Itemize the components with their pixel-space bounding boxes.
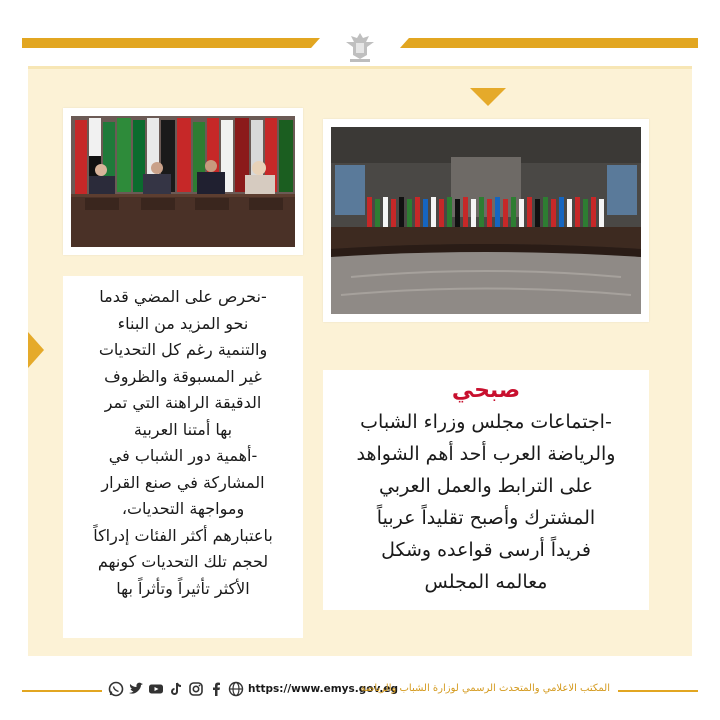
left-text-line: لحجم تلك التحديات كونهم — [97, 552, 269, 571]
right-text-card — [323, 370, 649, 610]
globe-icon[interactable] — [228, 681, 244, 697]
right-text-line: فريداً أرسى قواعده وشكل — [381, 539, 591, 561]
left-text-line: بها أمتنا العربية — [133, 419, 233, 439]
left-text-line: الأكثر تأثيراً وتأثراً بها — [116, 578, 250, 598]
tiktok-icon[interactable] — [168, 681, 184, 697]
down-arrow-icon — [470, 88, 506, 106]
footer-line-right — [618, 690, 698, 692]
youtube-icon[interactable] — [148, 681, 164, 697]
egypt-eagle-emblem-icon — [340, 30, 380, 64]
left-text-card — [63, 276, 303, 638]
left-text-line: -نحرص على المضي قدما — [99, 287, 267, 306]
right-text-line: -اجتماعات مجلس وزراء الشباب — [360, 411, 612, 433]
social-icons — [108, 681, 224, 697]
speaker-name: صبحي — [451, 378, 521, 403]
footer — [0, 676, 720, 706]
frame-top-line — [28, 66, 692, 69]
left-text-line: المشاركة في صنع القرار — [101, 472, 265, 492]
right-text-line: والرياضة العرب أحد أهم الشواهد — [356, 443, 616, 465]
conference-hall-photo-card — [323, 119, 649, 322]
right-text-line: معالمه المجلس — [424, 571, 548, 593]
meeting-panel-photo-card — [63, 108, 303, 255]
left-text-line: باعتبارهم أكثر الفئات إدراكاً — [93, 525, 273, 545]
conference-hall-photo — [331, 127, 641, 314]
top-bar-left — [22, 38, 320, 48]
side-arrow-icon — [28, 332, 44, 368]
facebook-icon[interactable] — [208, 681, 224, 697]
left-text-line: نحو المزيد من البناء — [117, 313, 249, 333]
left-text-line: -أهمية دور الشباب في — [108, 446, 258, 465]
twitter-icon[interactable] — [128, 681, 144, 697]
footer-office-label: المكتب الاعلامي والمتحدث الرسمي لوزارة الشباب والرياضة — [360, 683, 610, 694]
meeting-panel-photo — [71, 116, 295, 247]
instagram-icon[interactable] — [188, 681, 204, 697]
left-text-line: والتنمية رغم كل التحديات — [98, 340, 268, 359]
footer-line-left — [22, 690, 102, 692]
right-text-line: المشترك وأصبح تقليداً عربياً — [376, 507, 596, 529]
left-text-line: ومواجهة التحديات، — [121, 499, 245, 518]
top-bar-right — [400, 38, 698, 48]
right-text-line: على الترابط والعمل العربي — [378, 475, 594, 497]
footer-url-link[interactable]: https://www.emys.gov.eg — [248, 683, 399, 695]
whatsapp-icon[interactable] — [108, 681, 124, 697]
left-text-line: الدقيقة الراهنة التي تمر — [104, 393, 262, 412]
left-text-line: غير المسبوقة والظروف — [104, 366, 262, 386]
